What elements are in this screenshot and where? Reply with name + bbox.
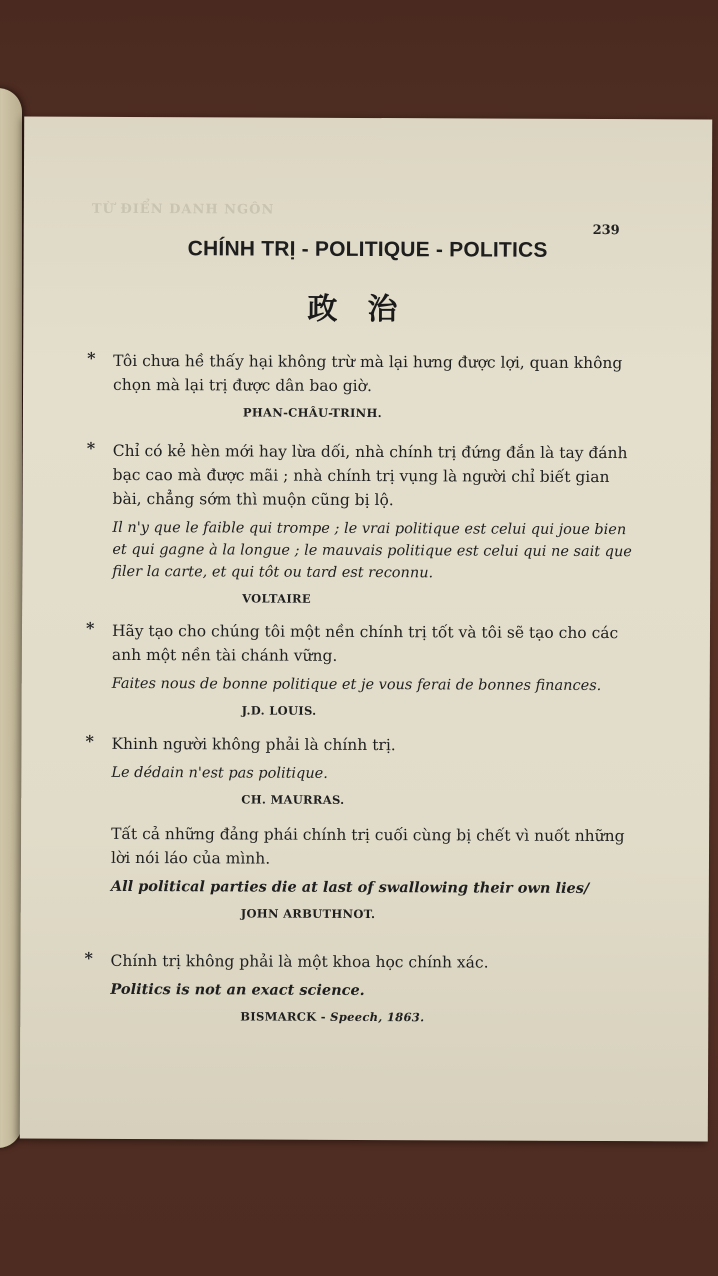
page-number: 239 (592, 222, 620, 239)
asterisk-marker: * (86, 438, 96, 458)
quote-vietnamese: Chính trị không phải là một khoa học chính xác. (110, 951, 489, 972)
quote-author: JOHN ARBUTHNOT. (240, 906, 376, 922)
quote-vietnamese: Tôi chưa hề thấy hại không trừ mà lại hưng được lợi, quan không chọn mà lại trị được dân bao giờ. (113, 351, 623, 396)
calligraphy-heading: 政治 (307, 291, 428, 328)
page-title: CHÍNH TRỊ - POLITIQUE - POLITICS (187, 237, 548, 262)
quote-translation: Il n'y que le faible qui trompe ; le vrai politique est celui qui joue bien et qui gagne à la longue ; le mauvais politique est celui qui ne sait que filer la carte, et qui tôt ou tard est reconnu. (112, 519, 632, 582)
quote-author: PHAN-CHÂU-TRINH. (242, 405, 383, 421)
quote-vietnamese: Hãy tạo cho chúng tôi một nền chính trị tốt và tôi sẽ tạo cho các anh một nền tài chánh vững. (111, 621, 619, 665)
quote-author: BISMARCK - Speech, 1863. (240, 1009, 425, 1025)
asterisk-marker: * (87, 348, 96, 368)
quote-vietnamese: Tất cả những đảng phái chính trị cuối cùng bị chết vì nuốt những lời nói láo của mình. (110, 824, 625, 868)
quote-entry (86, 438, 633, 607)
quote-author: J.D. LOUIS. (241, 703, 317, 718)
quote-entry (85, 731, 631, 808)
quote-translation: Faites nous de bonne politique et je vous ferai de bonnes finances. (111, 675, 602, 695)
quote-entry (87, 348, 633, 421)
quote-vietnamese: Chỉ có kẻ hèn mới hay lừa dối, nhà chính trị đứng đắn là tay đánh bạc cao mà được mãi ; nhà chính trị vụng là người chỉ biết gian bài, chẳng sớm thì muộn cũng bị lộ. (112, 441, 628, 510)
quote-entry (84, 948, 630, 1025)
quote-author: VOLTAIRE (242, 591, 312, 606)
book-page (20, 117, 712, 1142)
quote-translation: Politics is not an exact science. (110, 980, 365, 999)
left-page-edge (0, 88, 22, 1148)
asterisk-marker: * (84, 948, 93, 968)
quote-translation: Le dédain n'est pas politique. (111, 764, 328, 782)
asterisk-marker: * (85, 731, 94, 751)
quote-author: CH. MAURRAS. (241, 792, 345, 807)
bleed-through-header: TỪ ĐIỂN DANH NGÔN (91, 201, 275, 218)
quote-vietnamese: Khinh người không phải là chính trị. (111, 734, 396, 755)
quote-translation: All political parties die at last of swallowing their own lies/ (110, 877, 590, 897)
quote-entry (85, 618, 632, 719)
asterisk-marker: * (85, 618, 95, 638)
quote-entry (111, 822, 631, 922)
author-note: Speech, 1863. (330, 1009, 425, 1025)
